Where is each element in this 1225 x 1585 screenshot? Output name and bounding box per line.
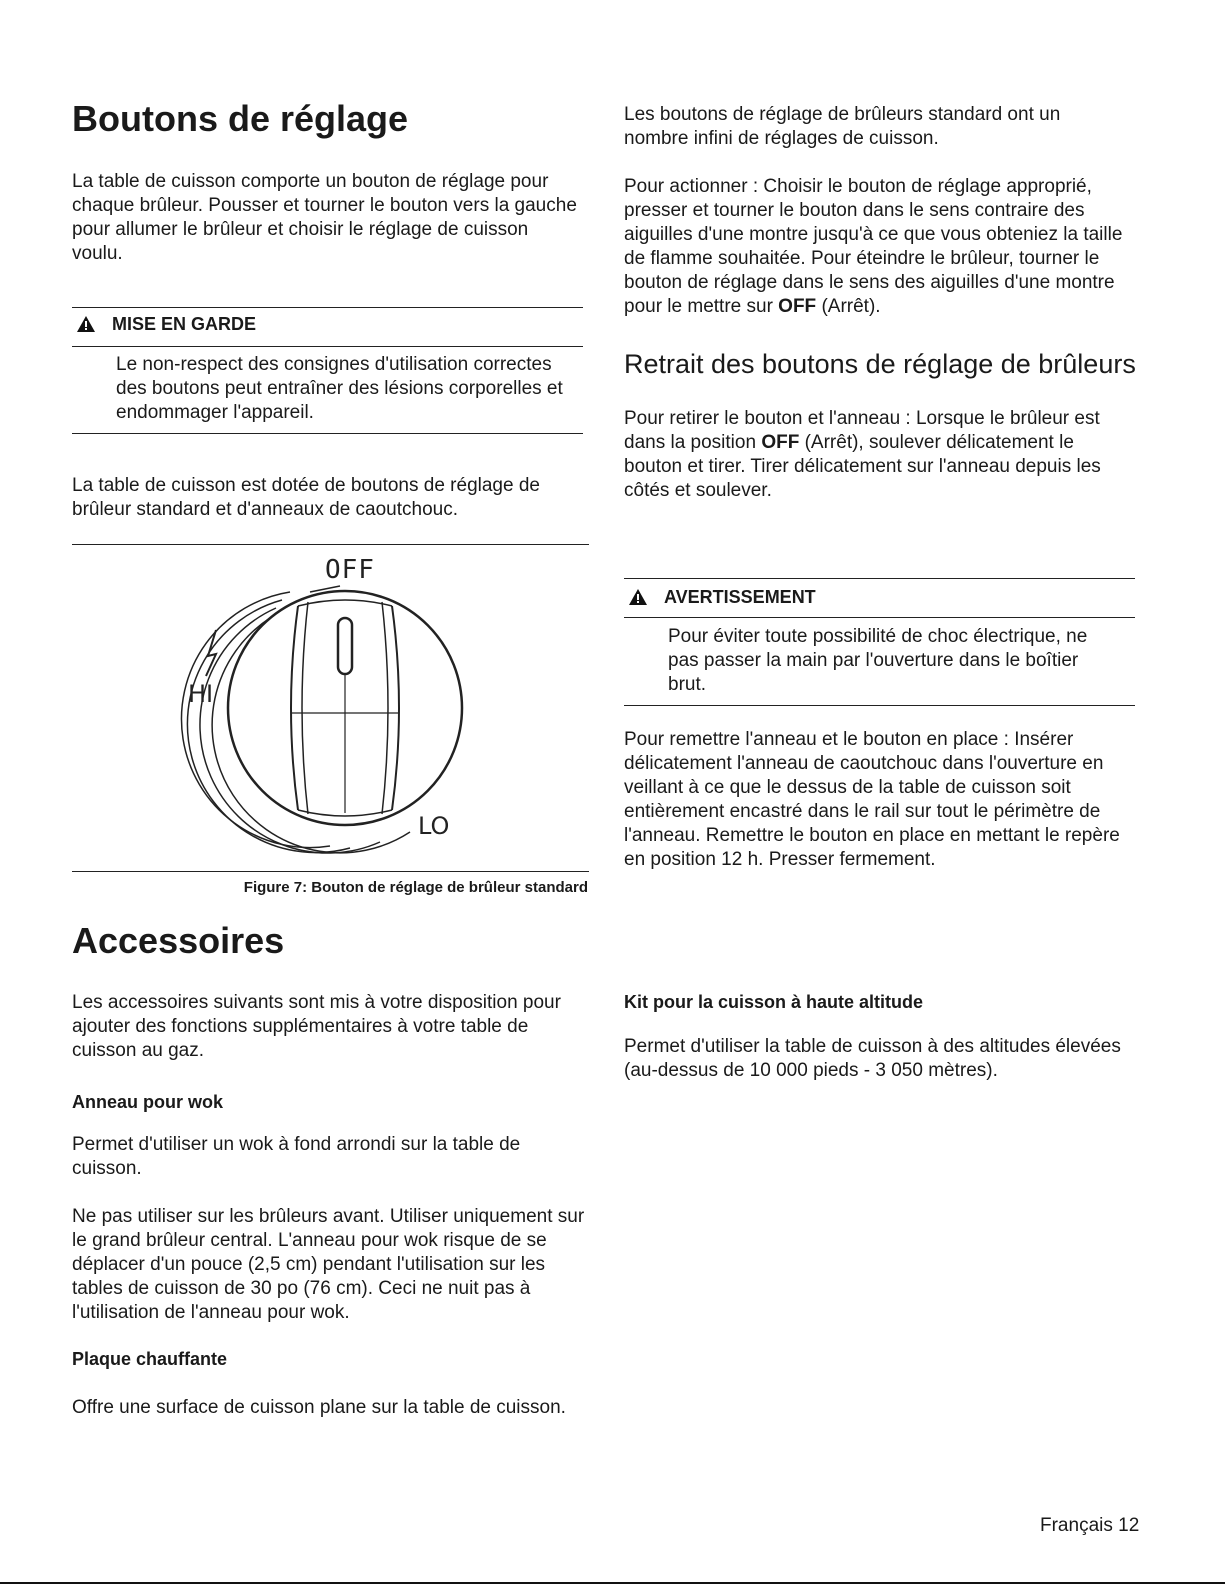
accessories-heading: Accessoires <box>72 920 285 961</box>
removal-heading: Retrait des boutons de réglage de brûleurs <box>624 349 1136 379</box>
figure-top-rule <box>72 544 589 545</box>
caution-body: Le non-respect des consignes d'utilisation correctes des boutons peut entraîner des lésions corporelles et endommager l'appareil. <box>116 354 563 423</box>
knob-illustration <box>180 548 480 868</box>
caution-title: MISE EN GARDE <box>112 314 257 334</box>
plate-heading: Plaque chauffante <box>72 1349 228 1369</box>
accessories-intro: Les accessoires suivants sont mis à votre disposition pour ajouter des fonctions supplémentaires à votre table de cuisson au gaz. <box>72 992 561 1061</box>
controls-intro: La table de cuisson comporte un bouton de réglage pour chaque brûleur. Pousser et tourner le bouton vers la gauche pour allumer le brûleur et choisir le réglage de cuisson voulu. <box>72 171 577 264</box>
warning-title: AVERTISSEMENT <box>664 587 816 607</box>
replace-text: Pour remettre l'anneau et le bouton en place : Insérer délicatement l'anneau de caoutchouc dans l'ouverture en veillant à ce que le dessus de la table de cuisson soit entièrement encastré dans le rail sur tout le périmètre de l'anneau. Remettre le bouton en place en mettant le repère en position 12 h. Presser fermement. <box>624 729 1120 870</box>
caution-bottom-rule <box>72 433 583 434</box>
operate-text: Pour actionner : Choisir le bouton de réglage approprié, presser et tourner le bouton dans le sens contraire des aiguilles d'une montre jusqu'à ce que vous obteniez la taille de flamme souhaitée. Pour éteindre le brûleur, tourner le bouton de réglage dans le sens des aiguilles d'une montre pour le mettre sur OFF (Arrêt). <box>624 176 1123 317</box>
warning-triangle-icon <box>628 588 648 606</box>
caution-title-row <box>76 313 256 335</box>
figure-caption: Figure 7: Bouton de réglage de brûleur standard <box>243 879 588 896</box>
warning-bottom-rule <box>624 705 1135 706</box>
page-bottom-rule <box>0 1582 1225 1584</box>
lo-label: LO <box>418 812 450 840</box>
warning-title-row <box>628 586 816 608</box>
wok-text-1: Permet d'utiliser un wok à fond arrondi sur la table de cuisson. <box>72 1134 521 1179</box>
warning-body: Pour éviter toute possibilité de choc électrique, ne pas passer la main par l'ouverture dans le boîtier brut. <box>668 626 1088 695</box>
knob-figure <box>180 548 480 868</box>
warning-mid-rule <box>624 617 1135 618</box>
altitude-heading: Kit pour la cuisson à haute altitude <box>624 992 924 1012</box>
hi-label: HI <box>188 680 214 708</box>
altitude-text: Permet d'utiliser la table de cuisson à des altitudes élevées (au-dessus de 10 000 pieds - 3 050 mètres). <box>624 1036 1121 1081</box>
page-number: Français 12 <box>1040 1515 1140 1536</box>
figure-bottom-rule <box>72 871 589 872</box>
page-title: Boutons de réglage <box>72 98 409 139</box>
plate-text: Offre une surface de cuisson plane sur la table de cuisson. <box>72 1397 566 1418</box>
infinite-settings-text: Les boutons de réglage de brûleurs standard ont un nombre infini de réglages de cuisson. <box>624 104 1061 149</box>
wok-text-2: Ne pas utiliser sur les brûleurs avant. Utiliser uniquement sur le grand brûleur central. L'anneau pour wok risque de se déplacer d'un pouce (2,5 cm) pendant l'utilisation sur les tables de cuisson de 30 po (76 cm). Ceci ne nuit pas à l'utilisation de l'anneau pour wok. <box>72 1206 585 1323</box>
warning-triangle-icon <box>76 315 96 333</box>
caution-top-rule <box>72 307 583 308</box>
warning-top-rule <box>624 578 1135 579</box>
removal-text: Pour retirer le bouton et l'anneau : Lorsque le brûleur est dans la position OFF (Arrêt), soulever délicatement le bouton et tirer. Tirer délicatement sur l'anneau depuis les côtés et soulever. <box>624 408 1101 501</box>
off-label: OFF <box>325 555 375 585</box>
caution-mid-rule <box>72 346 583 347</box>
knobs-description: La table de cuisson est dotée de boutons de réglage de brûleur standard et d'anneaux de caoutchouc. <box>72 475 540 520</box>
wok-heading: Anneau pour wok <box>72 1092 224 1112</box>
